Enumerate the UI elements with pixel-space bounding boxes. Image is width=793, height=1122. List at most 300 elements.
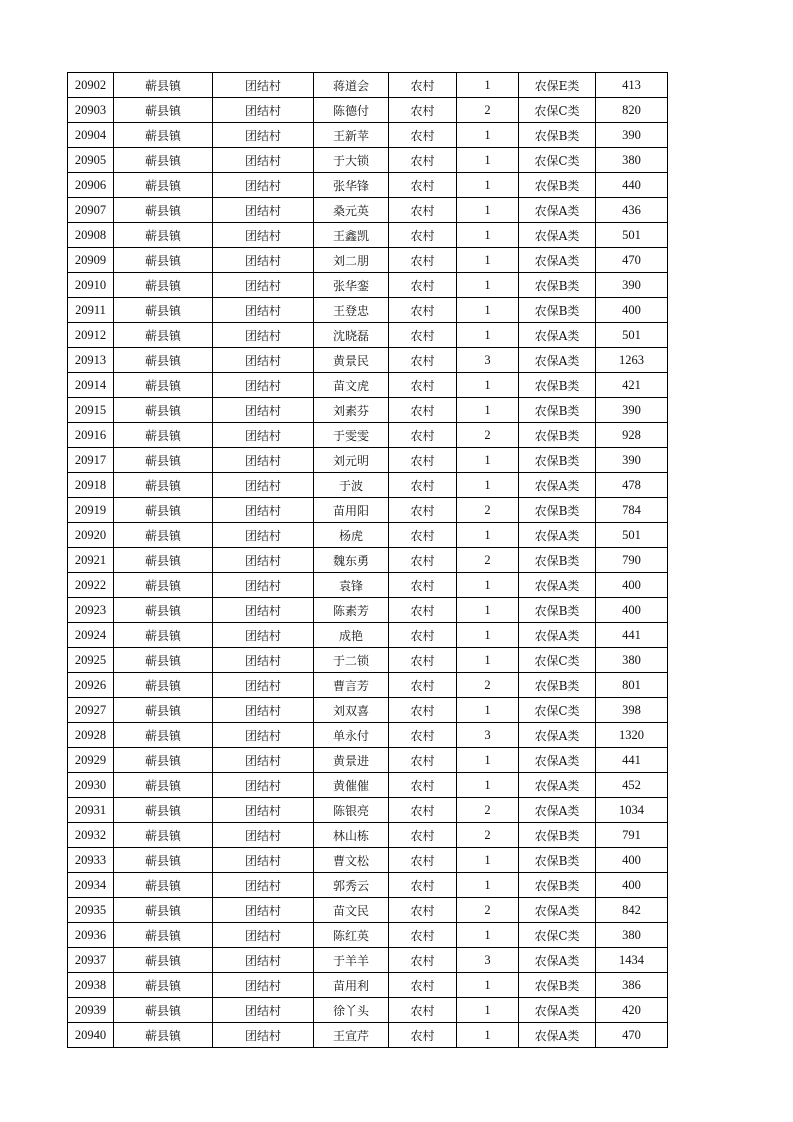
insurance-category-cell: 农保C类 xyxy=(519,98,596,123)
household-type-cell: 农村 xyxy=(389,773,457,798)
insurance-category-cell: 农保B类 xyxy=(519,398,596,423)
village-cell: 团结村 xyxy=(213,198,314,223)
insurance-category-cell: 农保C类 xyxy=(519,148,596,173)
person-name-cell: 陈红英 xyxy=(314,923,389,948)
amount-cell: 421 xyxy=(596,373,668,398)
household-size-cell: 3 xyxy=(457,348,519,373)
person-name-cell: 张华銮 xyxy=(314,273,389,298)
row-id-cell: 20924 xyxy=(68,623,114,648)
row-id-cell: 20908 xyxy=(68,223,114,248)
household-type-cell: 农村 xyxy=(389,723,457,748)
insurance-category-cell: 农保C类 xyxy=(519,923,596,948)
row-id-cell: 20930 xyxy=(68,773,114,798)
insurance-category-cell: 农保B类 xyxy=(519,448,596,473)
village-cell: 团结村 xyxy=(213,523,314,548)
household-type-cell: 农村 xyxy=(389,123,457,148)
row-id-cell: 20934 xyxy=(68,873,114,898)
amount-cell: 790 xyxy=(596,548,668,573)
village-cell: 团结村 xyxy=(213,648,314,673)
household-size-cell: 2 xyxy=(457,898,519,923)
village-cell: 团结村 xyxy=(213,348,314,373)
town-cell: 蕲县镇 xyxy=(114,223,213,248)
person-name-cell: 苗用阳 xyxy=(314,498,389,523)
household-size-cell: 1 xyxy=(457,123,519,148)
village-cell: 团结村 xyxy=(213,473,314,498)
row-id-cell: 20915 xyxy=(68,398,114,423)
household-size-cell: 1 xyxy=(457,1023,519,1048)
row-id-cell: 20929 xyxy=(68,748,114,773)
household-size-cell: 1 xyxy=(457,523,519,548)
table-row xyxy=(68,473,668,498)
village-cell: 团结村 xyxy=(213,598,314,623)
table-row xyxy=(68,698,668,723)
row-id-cell: 20914 xyxy=(68,373,114,398)
table-row xyxy=(68,273,668,298)
amount-cell: 441 xyxy=(596,623,668,648)
insurance-category-cell: 农保B类 xyxy=(519,298,596,323)
town-cell: 蕲县镇 xyxy=(114,273,213,298)
town-cell: 蕲县镇 xyxy=(114,898,213,923)
row-id-cell: 20907 xyxy=(68,198,114,223)
table-row xyxy=(68,73,668,98)
household-size-cell: 3 xyxy=(457,948,519,973)
household-size-cell: 1 xyxy=(457,573,519,598)
table-row xyxy=(68,348,668,373)
amount-cell: 400 xyxy=(596,873,668,898)
insurance-category-cell: 农保B类 xyxy=(519,598,596,623)
household-type-cell: 农村 xyxy=(389,948,457,973)
row-id-cell: 20902 xyxy=(68,73,114,98)
insurance-category-cell: 农保B类 xyxy=(519,498,596,523)
household-size-cell: 1 xyxy=(457,873,519,898)
person-name-cell: 黄催催 xyxy=(314,773,389,798)
town-cell: 蕲县镇 xyxy=(114,198,213,223)
household-size-cell: 1 xyxy=(457,648,519,673)
household-size-cell: 1 xyxy=(457,73,519,98)
household-size-cell: 1 xyxy=(457,698,519,723)
person-name-cell: 于羊羊 xyxy=(314,948,389,973)
household-type-cell: 农村 xyxy=(389,1023,457,1048)
town-cell: 蕲县镇 xyxy=(114,848,213,873)
insurance-category-cell: 农保A类 xyxy=(519,523,596,548)
row-id-cell: 20935 xyxy=(68,898,114,923)
amount-cell: 400 xyxy=(596,573,668,598)
person-name-cell: 于雯雯 xyxy=(314,423,389,448)
household-size-cell: 2 xyxy=(457,98,519,123)
insurance-category-cell: 农保A类 xyxy=(519,898,596,923)
person-name-cell: 成艳 xyxy=(314,623,389,648)
household-type-cell: 农村 xyxy=(389,823,457,848)
village-cell: 团结村 xyxy=(213,323,314,348)
household-size-cell: 1 xyxy=(457,923,519,948)
town-cell: 蕲县镇 xyxy=(114,473,213,498)
household-type-cell: 农村 xyxy=(389,648,457,673)
row-id-cell: 20937 xyxy=(68,948,114,973)
town-cell: 蕲县镇 xyxy=(114,998,213,1023)
row-id-cell: 20939 xyxy=(68,998,114,1023)
town-cell: 蕲县镇 xyxy=(114,748,213,773)
row-id-cell: 20936 xyxy=(68,923,114,948)
town-cell: 蕲县镇 xyxy=(114,148,213,173)
town-cell: 蕲县镇 xyxy=(114,98,213,123)
row-id-cell: 20918 xyxy=(68,473,114,498)
amount-cell: 420 xyxy=(596,998,668,1023)
village-cell: 团结村 xyxy=(213,873,314,898)
table-row xyxy=(68,723,668,748)
household-size-cell: 1 xyxy=(457,973,519,998)
table-row xyxy=(68,223,668,248)
table-row xyxy=(68,548,668,573)
village-cell: 团结村 xyxy=(213,723,314,748)
row-id-cell: 20926 xyxy=(68,673,114,698)
amount-cell: 501 xyxy=(596,323,668,348)
insurance-category-cell: 农保A类 xyxy=(519,223,596,248)
household-size-cell: 2 xyxy=(457,498,519,523)
insurance-category-cell: 农保B类 xyxy=(519,823,596,848)
person-name-cell: 于大锁 xyxy=(314,148,389,173)
amount-cell: 413 xyxy=(596,73,668,98)
household-size-cell: 1 xyxy=(457,848,519,873)
table-row xyxy=(68,873,668,898)
amount-cell: 390 xyxy=(596,273,668,298)
household-size-cell: 1 xyxy=(457,298,519,323)
town-cell: 蕲县镇 xyxy=(114,298,213,323)
town-cell: 蕲县镇 xyxy=(114,798,213,823)
town-cell: 蕲县镇 xyxy=(114,123,213,148)
household-size-cell: 1 xyxy=(457,323,519,348)
village-cell: 团结村 xyxy=(213,923,314,948)
village-cell: 团结村 xyxy=(213,798,314,823)
household-type-cell: 农村 xyxy=(389,73,457,98)
household-size-cell: 1 xyxy=(457,773,519,798)
amount-cell: 470 xyxy=(596,1023,668,1048)
table-row xyxy=(68,248,668,273)
table-row xyxy=(68,173,668,198)
town-cell: 蕲县镇 xyxy=(114,948,213,973)
insurance-category-cell: 农保B类 xyxy=(519,123,596,148)
row-id-cell: 20933 xyxy=(68,848,114,873)
town-cell: 蕲县镇 xyxy=(114,498,213,523)
amount-cell: 478 xyxy=(596,473,668,498)
insurance-category-cell: 农保B类 xyxy=(519,973,596,998)
person-name-cell: 陈素芳 xyxy=(314,598,389,623)
household-size-cell: 1 xyxy=(457,398,519,423)
amount-cell: 441 xyxy=(596,748,668,773)
person-name-cell: 曹文松 xyxy=(314,848,389,873)
amount-cell: 501 xyxy=(596,523,668,548)
insurance-category-cell: 农保B类 xyxy=(519,848,596,873)
row-id-cell: 20911 xyxy=(68,298,114,323)
insurance-category-cell: 农保B类 xyxy=(519,548,596,573)
table-row xyxy=(68,98,668,123)
household-type-cell: 农村 xyxy=(389,198,457,223)
household-size-cell: 1 xyxy=(457,148,519,173)
town-cell: 蕲县镇 xyxy=(114,923,213,948)
person-name-cell: 张华锋 xyxy=(314,173,389,198)
row-id-cell: 20931 xyxy=(68,798,114,823)
village-cell: 团结村 xyxy=(213,448,314,473)
insurance-category-cell: 农保A类 xyxy=(519,473,596,498)
household-size-cell: 1 xyxy=(457,173,519,198)
insurance-category-cell: 农保A类 xyxy=(519,948,596,973)
town-cell: 蕲县镇 xyxy=(114,323,213,348)
household-type-cell: 农村 xyxy=(389,498,457,523)
person-name-cell: 黄景民 xyxy=(314,348,389,373)
household-type-cell: 农村 xyxy=(389,398,457,423)
household-type-cell: 农村 xyxy=(389,298,457,323)
table-row xyxy=(68,948,668,973)
row-id-cell: 20909 xyxy=(68,248,114,273)
household-size-cell: 3 xyxy=(457,723,519,748)
amount-cell: 1263 xyxy=(596,348,668,373)
town-cell: 蕲县镇 xyxy=(114,623,213,648)
town-cell: 蕲县镇 xyxy=(114,248,213,273)
insurance-category-cell: 农保E类 xyxy=(519,73,596,98)
person-name-cell: 于波 xyxy=(314,473,389,498)
household-size-cell: 1 xyxy=(457,248,519,273)
table-row xyxy=(68,898,668,923)
amount-cell: 928 xyxy=(596,423,668,448)
household-type-cell: 农村 xyxy=(389,173,457,198)
insurance-category-cell: 农保A类 xyxy=(519,248,596,273)
row-id-cell: 20928 xyxy=(68,723,114,748)
person-name-cell: 徐丫头 xyxy=(314,998,389,1023)
village-cell: 团结村 xyxy=(213,148,314,173)
household-size-cell: 2 xyxy=(457,798,519,823)
row-id-cell: 20906 xyxy=(68,173,114,198)
household-type-cell: 农村 xyxy=(389,898,457,923)
town-cell: 蕲县镇 xyxy=(114,723,213,748)
village-cell: 团结村 xyxy=(213,698,314,723)
insurance-category-cell: 农保A类 xyxy=(519,748,596,773)
household-type-cell: 农村 xyxy=(389,248,457,273)
row-id-cell: 20912 xyxy=(68,323,114,348)
village-cell: 团结村 xyxy=(213,273,314,298)
household-type-cell: 农村 xyxy=(389,373,457,398)
amount-cell: 784 xyxy=(596,498,668,523)
row-id-cell: 20917 xyxy=(68,448,114,473)
person-name-cell: 黄景进 xyxy=(314,748,389,773)
town-cell: 蕲县镇 xyxy=(114,373,213,398)
amount-cell: 791 xyxy=(596,823,668,848)
village-cell: 团结村 xyxy=(213,748,314,773)
table-row xyxy=(68,848,668,873)
person-name-cell: 苗用利 xyxy=(314,973,389,998)
town-cell: 蕲县镇 xyxy=(114,523,213,548)
insurance-category-cell: 农保A类 xyxy=(519,998,596,1023)
table-row xyxy=(68,798,668,823)
insurance-category-cell: 农保A类 xyxy=(519,573,596,598)
village-cell: 团结村 xyxy=(213,398,314,423)
household-type-cell: 农村 xyxy=(389,423,457,448)
household-type-cell: 农村 xyxy=(389,148,457,173)
table-row xyxy=(68,648,668,673)
amount-cell: 1320 xyxy=(596,723,668,748)
household-type-cell: 农村 xyxy=(389,848,457,873)
row-id-cell: 20925 xyxy=(68,648,114,673)
household-size-cell: 2 xyxy=(457,823,519,848)
household-type-cell: 农村 xyxy=(389,273,457,298)
table-row xyxy=(68,573,668,598)
amount-cell: 386 xyxy=(596,973,668,998)
amount-cell: 842 xyxy=(596,898,668,923)
town-cell: 蕲县镇 xyxy=(114,873,213,898)
household-type-cell: 农村 xyxy=(389,673,457,698)
table-row xyxy=(68,298,668,323)
person-name-cell: 王宣芹 xyxy=(314,1023,389,1048)
household-size-cell: 2 xyxy=(457,673,519,698)
table-row xyxy=(68,1023,668,1048)
village-cell: 团结村 xyxy=(213,498,314,523)
household-type-cell: 农村 xyxy=(389,523,457,548)
amount-cell: 380 xyxy=(596,148,668,173)
insurance-category-cell: 农保B类 xyxy=(519,273,596,298)
household-size-cell: 2 xyxy=(457,548,519,573)
row-id-cell: 20938 xyxy=(68,973,114,998)
table-row xyxy=(68,998,668,1023)
insurance-category-cell: 农保A类 xyxy=(519,323,596,348)
household-type-cell: 农村 xyxy=(389,473,457,498)
household-type-cell: 农村 xyxy=(389,973,457,998)
town-cell: 蕲县镇 xyxy=(114,773,213,798)
row-id-cell: 20922 xyxy=(68,573,114,598)
insurance-category-cell: 农保B类 xyxy=(519,873,596,898)
table-row xyxy=(68,198,668,223)
table-row xyxy=(68,773,668,798)
household-size-cell: 2 xyxy=(457,423,519,448)
household-size-cell: 1 xyxy=(457,998,519,1023)
household-type-cell: 农村 xyxy=(389,623,457,648)
household-type-cell: 农村 xyxy=(389,573,457,598)
village-cell: 团结村 xyxy=(213,373,314,398)
town-cell: 蕲县镇 xyxy=(114,973,213,998)
insurance-category-cell: 农保A类 xyxy=(519,723,596,748)
village-cell: 团结村 xyxy=(213,173,314,198)
household-type-cell: 农村 xyxy=(389,98,457,123)
village-cell: 团结村 xyxy=(213,973,314,998)
household-type-cell: 农村 xyxy=(389,798,457,823)
row-id-cell: 20927 xyxy=(68,698,114,723)
amount-cell: 380 xyxy=(596,923,668,948)
village-cell: 团结村 xyxy=(213,548,314,573)
village-cell: 团结村 xyxy=(213,1023,314,1048)
amount-cell: 390 xyxy=(596,398,668,423)
insurance-category-cell: 农保B类 xyxy=(519,673,596,698)
household-size-cell: 1 xyxy=(457,748,519,773)
amount-cell: 436 xyxy=(596,198,668,223)
amount-cell: 501 xyxy=(596,223,668,248)
insurance-category-cell: 农保A类 xyxy=(519,1023,596,1048)
table-row xyxy=(68,748,668,773)
amount-cell: 470 xyxy=(596,248,668,273)
person-name-cell: 蒋道会 xyxy=(314,73,389,98)
insurance-category-cell: 农保A类 xyxy=(519,198,596,223)
amount-cell: 400 xyxy=(596,598,668,623)
amount-cell: 380 xyxy=(596,648,668,673)
insurance-category-cell: 农保C类 xyxy=(519,698,596,723)
table-row xyxy=(68,673,668,698)
insurance-category-cell: 农保B类 xyxy=(519,173,596,198)
row-id-cell: 20916 xyxy=(68,423,114,448)
household-type-cell: 农村 xyxy=(389,698,457,723)
household-type-cell: 农村 xyxy=(389,598,457,623)
insurance-category-cell: 农保B类 xyxy=(519,373,596,398)
household-size-cell: 1 xyxy=(457,623,519,648)
household-type-cell: 农村 xyxy=(389,998,457,1023)
row-id-cell: 20904 xyxy=(68,123,114,148)
table-row xyxy=(68,498,668,523)
row-id-cell: 20920 xyxy=(68,523,114,548)
village-cell: 团结村 xyxy=(213,948,314,973)
person-name-cell: 陈德付 xyxy=(314,98,389,123)
person-name-cell: 苗文虎 xyxy=(314,373,389,398)
household-size-cell: 1 xyxy=(457,223,519,248)
town-cell: 蕲县镇 xyxy=(114,698,213,723)
town-cell: 蕲县镇 xyxy=(114,348,213,373)
insurance-category-cell: 农保B类 xyxy=(519,423,596,448)
amount-cell: 820 xyxy=(596,98,668,123)
table-row xyxy=(68,923,668,948)
household-size-cell: 1 xyxy=(457,198,519,223)
town-cell: 蕲县镇 xyxy=(114,573,213,598)
village-cell: 团结村 xyxy=(213,123,314,148)
village-cell: 团结村 xyxy=(213,673,314,698)
table-row xyxy=(68,523,668,548)
insurance-category-cell: 农保A类 xyxy=(519,348,596,373)
amount-cell: 801 xyxy=(596,673,668,698)
person-name-cell: 刘元明 xyxy=(314,448,389,473)
household-size-cell: 1 xyxy=(457,448,519,473)
table-row xyxy=(68,423,668,448)
table-row xyxy=(68,623,668,648)
town-cell: 蕲县镇 xyxy=(114,448,213,473)
row-id-cell: 20940 xyxy=(68,1023,114,1048)
table-body xyxy=(68,73,668,1048)
insurance-category-cell: 农保A类 xyxy=(519,623,596,648)
person-name-cell: 王登忠 xyxy=(314,298,389,323)
village-cell: 团结村 xyxy=(213,623,314,648)
town-cell: 蕲县镇 xyxy=(114,673,213,698)
town-cell: 蕲县镇 xyxy=(114,1023,213,1048)
person-name-cell: 杨虎 xyxy=(314,523,389,548)
town-cell: 蕲县镇 xyxy=(114,398,213,423)
table-row xyxy=(68,323,668,348)
insurance-category-cell: 农保C类 xyxy=(519,648,596,673)
row-id-cell: 20919 xyxy=(68,498,114,523)
row-id-cell: 20921 xyxy=(68,548,114,573)
row-id-cell: 20923 xyxy=(68,598,114,623)
village-cell: 团结村 xyxy=(213,98,314,123)
person-name-cell: 魏东勇 xyxy=(314,548,389,573)
village-cell: 团结村 xyxy=(213,898,314,923)
village-cell: 团结村 xyxy=(213,298,314,323)
row-id-cell: 20910 xyxy=(68,273,114,298)
table-row xyxy=(68,123,668,148)
amount-cell: 452 xyxy=(596,773,668,798)
household-size-cell: 1 xyxy=(457,273,519,298)
town-cell: 蕲县镇 xyxy=(114,73,213,98)
amount-cell: 440 xyxy=(596,173,668,198)
household-size-cell: 1 xyxy=(457,373,519,398)
household-type-cell: 农村 xyxy=(389,223,457,248)
household-type-cell: 农村 xyxy=(389,873,457,898)
table-row xyxy=(68,373,668,398)
person-name-cell: 刘二朋 xyxy=(314,248,389,273)
row-id-cell: 20913 xyxy=(68,348,114,373)
amount-cell: 400 xyxy=(596,848,668,873)
household-size-cell: 1 xyxy=(457,473,519,498)
village-cell: 团结村 xyxy=(213,823,314,848)
